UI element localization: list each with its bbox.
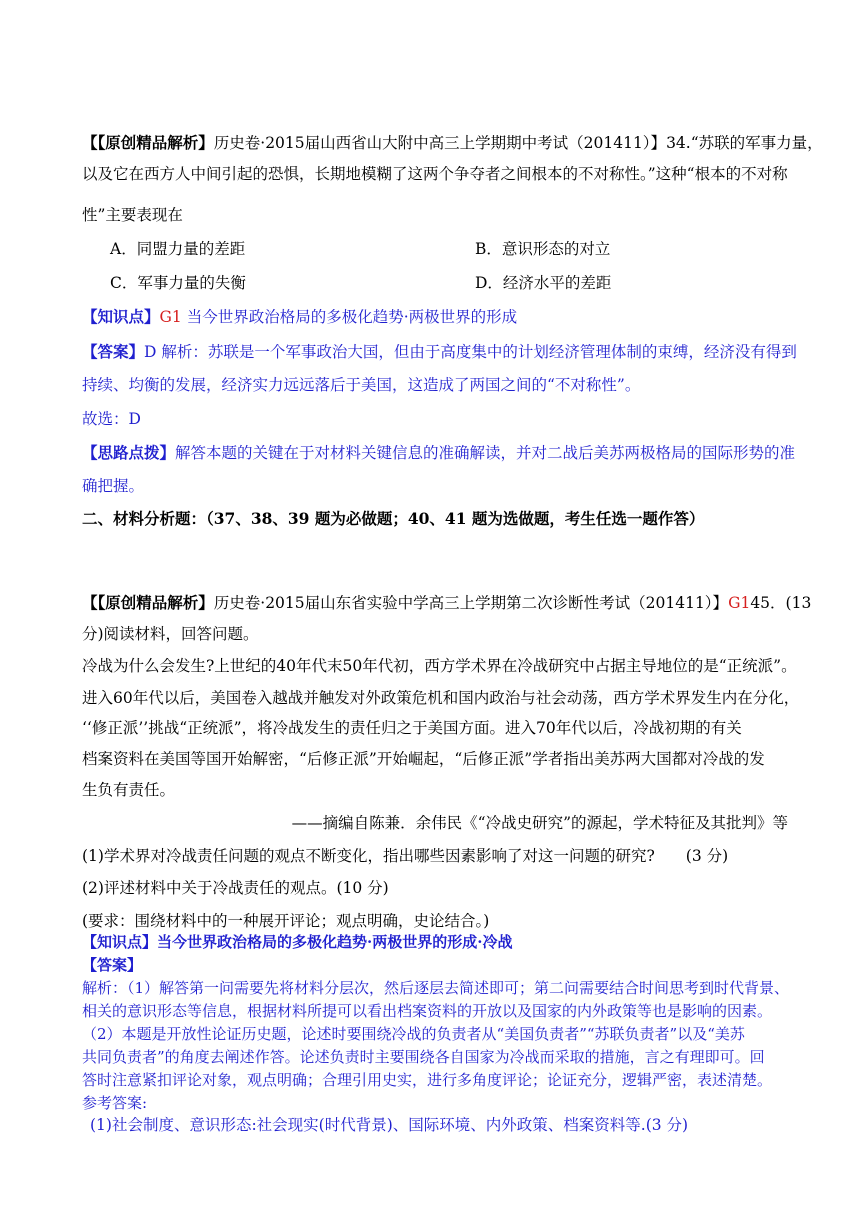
q45-tag: 【【原创精品解析】 xyxy=(82,593,214,612)
q45-stem-2: 分)阅读材料，回答问题。 xyxy=(82,625,259,643)
q45-reference-1: (1)社会制度、意识形态:社会现实(时代背景)、国际环境、内外政策、档案资料等.(3 分) xyxy=(90,1116,689,1134)
answer-label: 【答案】 xyxy=(82,342,145,361)
q45-subquestion-2: (2)评述材料中关于冷战责任的观点。(10 分) xyxy=(82,879,389,897)
section-2-heading: 二、材料分析题：（37、38、39 题为必做题；40、41 题为选做题，考生任选一题作答） xyxy=(82,509,705,528)
thinking-label: 【思路点拨】 xyxy=(82,443,176,462)
q45-header xyxy=(82,591,812,613)
q45-knowledge-point: 【知识点】当今世界政治格局的多极化趋势·两极世界的形成·冷战 xyxy=(82,933,513,951)
kp-text: 当今世界政治格局的多极化趋势·两极世界的形成 xyxy=(181,308,518,326)
q45-subquestion-1: (1)学术界对冷战责任问题的观点不断变化，指出哪些因素影响了对这一问题的研究? (3 分) xyxy=(82,847,729,865)
q45-code: G1 xyxy=(728,594,751,612)
option-b: B．意识形态的对立 xyxy=(475,240,611,258)
q34-stem-1: 34.“苏联的军事力量， xyxy=(666,134,823,152)
q45-answer-label: 【答案】 xyxy=(82,956,143,974)
q34-tag: 【【原创精品解析】 xyxy=(82,133,214,152)
q45-requirement: (要求：围绕材料中的一种展开评论；观点明确，史论结合。) xyxy=(82,912,490,930)
q45-analysis-3: （2）本题是开放性论证历史题，论述时要围绕冷战的负责者从“美国负责者”“苏联负责者”以及“美苏 xyxy=(82,1025,745,1043)
q45-material-4: 档案资料在美国等国开始解密，“后修正派”开始崛起，“后修正派”学者指出美苏两大国都对冷战的发 xyxy=(82,750,765,768)
option-a: A．同盟力量的差距 xyxy=(110,240,246,258)
q34-thinking-2: 确把握。 xyxy=(82,477,145,495)
q34-thinking xyxy=(82,441,796,463)
q45-material-3: ‘‘修正派’’挑战“正统派”，将冷战发生的责任归之于美国方面。进入70年代以后，冷战初期的有关 xyxy=(82,719,742,737)
q45-stem-1: 45．(13 xyxy=(750,594,812,612)
q45-material-1: 冷战为什么会发生?上世纪的40年代末50年代初，西方学术界在冷战研究中占据主导地位的是“正统派”。 xyxy=(82,657,797,675)
q45-analysis-4: 共同负责者”的角度去阐述作答。论述负责时主要围绕各自国家为冷战而采取的措施，言之有理即可。回 xyxy=(82,1048,765,1066)
q34-stem-2: 以及它在西方人中间引起的恐惧，长期地模糊了这两个争夺者之间根本的不对称性。”这种“根本的不对称 xyxy=(82,165,788,183)
q45-reference-label: 参考答案: xyxy=(82,1094,148,1112)
thinking-text-1: 解答本题的关键在于对材料关键信息的准确解读，并对二战后美苏两极格局的国际形势的准 xyxy=(175,444,796,462)
q45-analysis-2: 相关的意识形态等信息，根据材料所提可以看出档案资料的开放以及国家的内外政策等也是影响的因素。 xyxy=(82,1002,773,1020)
q34-header xyxy=(82,131,823,153)
q45-citation: ——摘编自陈兼．余伟民《“冷战史研究”的源起，学术特征及其批判》等 xyxy=(291,814,788,832)
option-c: C．军事力量的失衡 xyxy=(110,274,246,292)
option-d: D．经济水平的差距 xyxy=(475,274,612,292)
answer-text-1: D 解析：苏联是一个军事政治大国，但由于高度集中的计划经济管理体制的束缚，经济没有得到 xyxy=(144,343,797,361)
q45-material-2: 进入60年代以后，美国卷入越战并触发对外政策危机和国内政治与社会动荡，西方学术界发生内在分化， xyxy=(82,689,800,707)
q45-material-5: 生负有责任。 xyxy=(82,781,176,799)
q45-source: 历史卷·2015届山东省实验中学高三上学期第二次诊断性考试（201411）】 xyxy=(213,594,729,612)
q45-analysis-1: 解析：（1）解答第一问需要先将材料分层次，然后逐层去简述即可；第二问需要结合时间思考到时代背景、 xyxy=(82,979,790,997)
q34-stem-3: 性”主要表现在 xyxy=(82,206,183,224)
q34-choose: 故选：D xyxy=(82,410,141,428)
kp-label: 【知识点】 xyxy=(82,307,160,326)
q34-answer-2: 持续、均衡的发展，经济实力远远落后于美国，这造成了两国之间的“不对称性”。 xyxy=(82,376,641,394)
kp-code: G1 xyxy=(159,308,182,326)
q45-analysis-5: 答时注意紧扣评论对象，观点明确；合理引用史实，进行多角度评论；论证充分，逻辑严密，表述清楚。 xyxy=(82,1071,773,1089)
q34-source: 历史卷·2015届山西省山大附中高三上学期期中考试（201411）】 xyxy=(213,134,667,152)
q34-answer xyxy=(82,340,797,362)
q34-knowledge-point xyxy=(82,305,788,327)
